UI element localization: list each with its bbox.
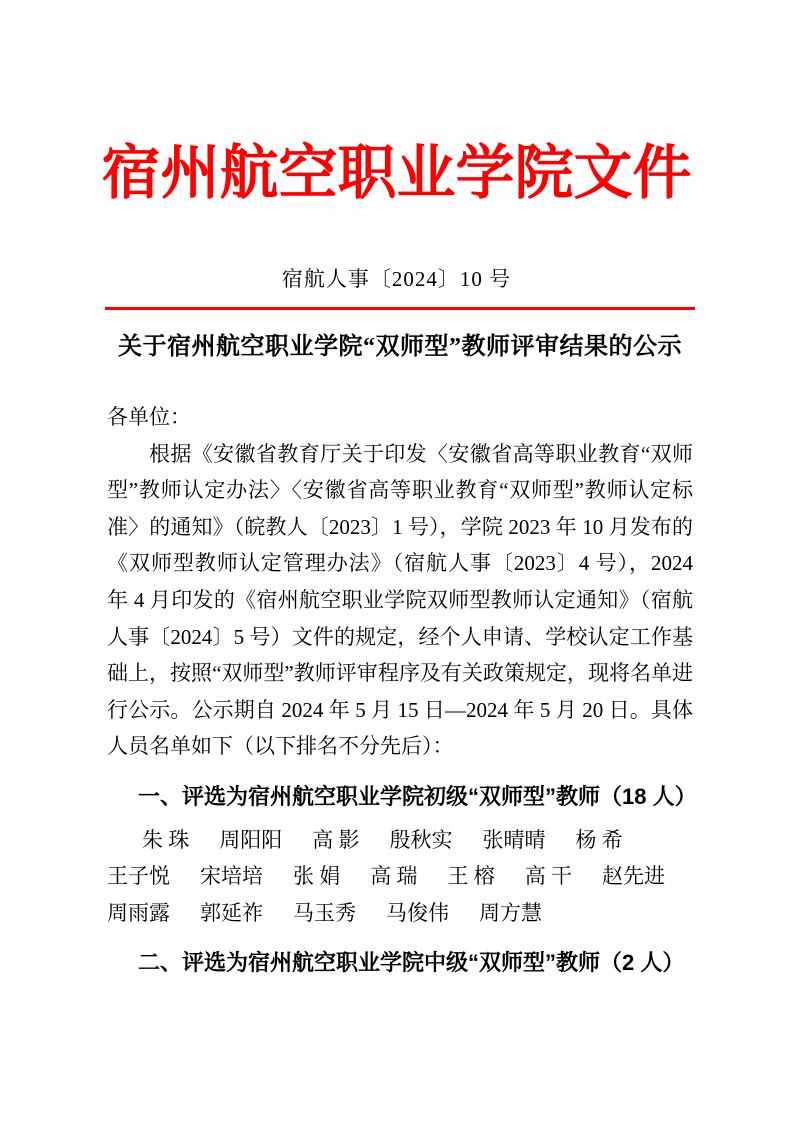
- person-name: 朱 珠: [142, 827, 190, 852]
- person-name: 王 榕: [447, 864, 495, 889]
- person-name: 张 娟: [293, 864, 341, 889]
- person-name: 张晴晴: [482, 827, 546, 852]
- person-name: 杨 希: [575, 827, 623, 852]
- name-row: [142, 822, 693, 859]
- section-1-heading: 一、评选为宿州航空职业学院初级“双师型”教师（18 人）: [138, 783, 697, 809]
- document-content: [107, 329, 697, 982]
- salutation: 各单位：: [107, 405, 191, 429]
- letterhead-divider-line: [105, 307, 695, 310]
- section-2-heading: 二、评选为宿州航空职业学院中级“双师型”教师（2 人）: [138, 950, 685, 976]
- person-name: 赵先进: [602, 864, 665, 889]
- person-name: 高 影: [312, 827, 360, 852]
- body-paragraph: 根据《安徽省教育厅关于印发〈安徽省高等职业教育“双师型”教师认定办法〉〈安徽省高等职业教育“双师型”教师认定标准〉的通知》（皖教人〔2023〕1 号），学院 2023 年 10 月发布的《双师型教师认定管理办法》（宿航人事〔2023〕4 号），2024 年 4 月印发的《宿州航空职业学院双师型教师认定通知》（宿航人事〔2024〕5 号）文件的规定，经个人申请、学校认定工作基础上，按照“双师型”教师评审程序及有关政策规定，现将名单进行公示。公示期自 2024 年 5 月 15 日—2024 年 5 月 20 日。具体人员名单如下（以下排名不分先后）：: [107, 441, 693, 759]
- person-name: 周阳阳: [219, 827, 283, 852]
- doc-number: 宿航人事〔2024〕10 号: [281, 267, 512, 291]
- person-name: 殷秋实: [389, 827, 453, 852]
- person-name: 马玉秀: [293, 900, 356, 925]
- document-title: 关于宿州航空职业学院“双师型”教师评审结果的公示: [118, 334, 682, 360]
- name-row: [107, 858, 693, 895]
- section-1-name-list: [107, 822, 693, 932]
- person-name: 高 干: [524, 864, 572, 889]
- letterhead-org-title: 宿州航空职业学院文件: [101, 140, 692, 206]
- person-name: 周方慧: [479, 900, 542, 925]
- person-name: 宋培培: [200, 864, 263, 889]
- person-name: 周雨露: [107, 900, 170, 925]
- person-name: 王子悦: [107, 864, 170, 889]
- name-row: [107, 895, 693, 932]
- person-name: 郭延祚: [200, 900, 263, 925]
- person-name: 高 瑞: [370, 864, 418, 889]
- person-name: 马俊伟: [386, 900, 449, 925]
